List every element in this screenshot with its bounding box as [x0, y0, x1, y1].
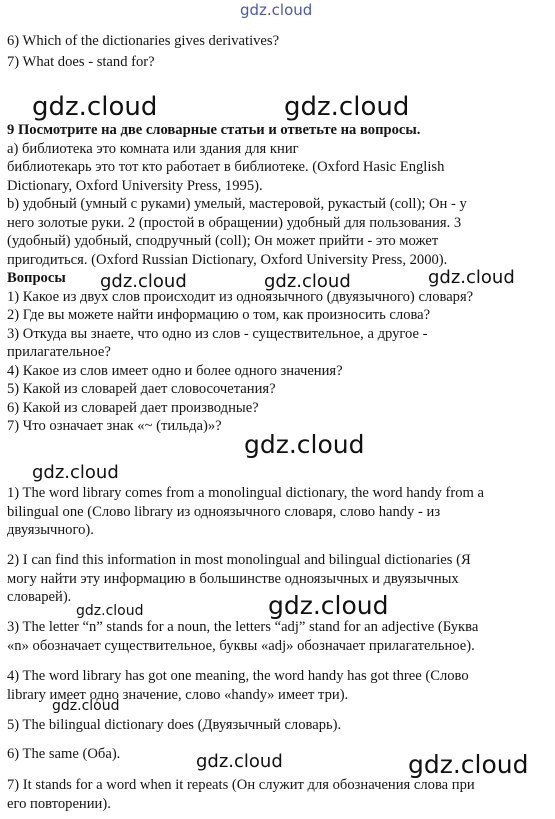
watermark: gdz.cloud: [100, 271, 187, 292]
question-line: 5) Какой из словарей дает словосочетания?: [7, 381, 276, 397]
answer-line: 7) It stands for a word when it repeats (Он служит для обозначения слова при: [7, 777, 475, 793]
question-line: 6) Какой из словарей дает производные?: [7, 399, 259, 416]
entry-a-line: библиотекарь это тот кто работает в библиотеке. (Oxford Hasic English: [7, 159, 445, 175]
watermark: gdz.cloud: [52, 698, 120, 714]
task-section: [7, 121, 549, 436]
answer-line: 2) I can find this information in most monolingual and bilingual dictionaries (Я: [7, 552, 471, 568]
answer-3: [7, 618, 549, 655]
answer-line: 4) The word library has got one meaning, the word handy has got three (Слово: [7, 668, 469, 684]
answer-line: 5) The bilingual dictionary does (Двуязычный словарь).: [7, 717, 342, 733]
question-line: 3) Откуда вы знаете, что одно из слов - существительное, а другое -: [7, 325, 428, 342]
answer-line: двуязычного).: [7, 522, 94, 538]
answer-line: словарей).: [7, 589, 72, 605]
entry-a-line: а) библиотека это комната или здания для книг: [7, 140, 299, 157]
task-heading: 9 Посмотрите на две словарные статьи и ответьте на вопросы.: [7, 122, 421, 138]
watermark: gdz.cloud: [284, 92, 410, 122]
question-line: 7) Что означает знак «~ (тильда)»?: [7, 418, 222, 434]
answer-2: [7, 551, 549, 607]
watermark: gdz.cloud: [244, 430, 365, 459]
entry-b-line: (удобный) удобный, сподручный (coll); Он может прийти - это может: [7, 233, 439, 249]
answer-line: library имеет одно значение, слово «handy» имеет три).: [7, 686, 349, 703]
entry-b-line: него золотые руки. 2 (простой в обращении) удобный для пользования. 3: [7, 214, 462, 231]
answer-line: 1) The word library comes from a monolingual dictionary, the word handy from a: [7, 485, 485, 501]
answer-1: [7, 484, 549, 540]
answer-line: могу найти эту информацию в большинстве одноязычных и двуязычных: [7, 570, 459, 587]
entry-b-line: b) удобный (умный с руками) умелый, мастеровой, рукастый (coll); Он - у: [7, 196, 467, 212]
answer-line: его повторении).: [7, 795, 111, 812]
answer-line: bilingual one (Слово library из одноязычного словаря, слово handy - из: [7, 503, 441, 520]
questions-heading: Вопросы: [7, 270, 66, 286]
watermark: gdz.cloud: [196, 751, 283, 772]
answer-5: [7, 716, 549, 735]
question-line: 2) Где вы можете найти информацию о том, как произносить слова?: [7, 307, 431, 323]
entry-a-line: Dictionary, Oxford University Press, 1995).: [7, 177, 263, 194]
watermark: gdz.cloud: [32, 92, 158, 122]
answer-7: [7, 776, 549, 813]
answer-line: 3) The letter “n” stands for a noun, the letters “adj” stand for an adjective (Буква: [7, 619, 479, 635]
watermark: gdz.cloud: [268, 591, 389, 620]
watermark-top: gdz.cloud: [240, 1, 313, 19]
watermark: gdz.cloud: [408, 750, 529, 779]
answer-6: [7, 745, 549, 764]
top-questions: [7, 32, 549, 71]
question-line: прилагательное?: [7, 344, 111, 360]
answer-line: «n» обозначает существительное, буквы «adj» обозначает прилагательное).: [7, 637, 475, 654]
watermark: gdz.cloud: [76, 603, 144, 619]
question-line: 7) What does - stand for?: [7, 53, 155, 70]
entry-b-line: пригодиться. (Oxford Russian Dictionary, Oxford University Press, 2000).: [7, 251, 448, 268]
question-line: 6) Which of the dictionaries gives derivatives?: [7, 33, 280, 49]
question-line: 1) Какое из двух слов происходит из одноязычного (двуязычного) словаря?: [7, 288, 474, 305]
watermark: gdz.cloud: [32, 462, 119, 483]
answer-4: [7, 667, 549, 704]
question-line: 4) Какое из слов имеет одно и более одного значения?: [7, 362, 343, 379]
answer-line: 6) The same (Оба).: [7, 746, 121, 762]
watermark: gdz.cloud: [264, 271, 351, 292]
watermark: gdz.cloud: [428, 267, 515, 288]
